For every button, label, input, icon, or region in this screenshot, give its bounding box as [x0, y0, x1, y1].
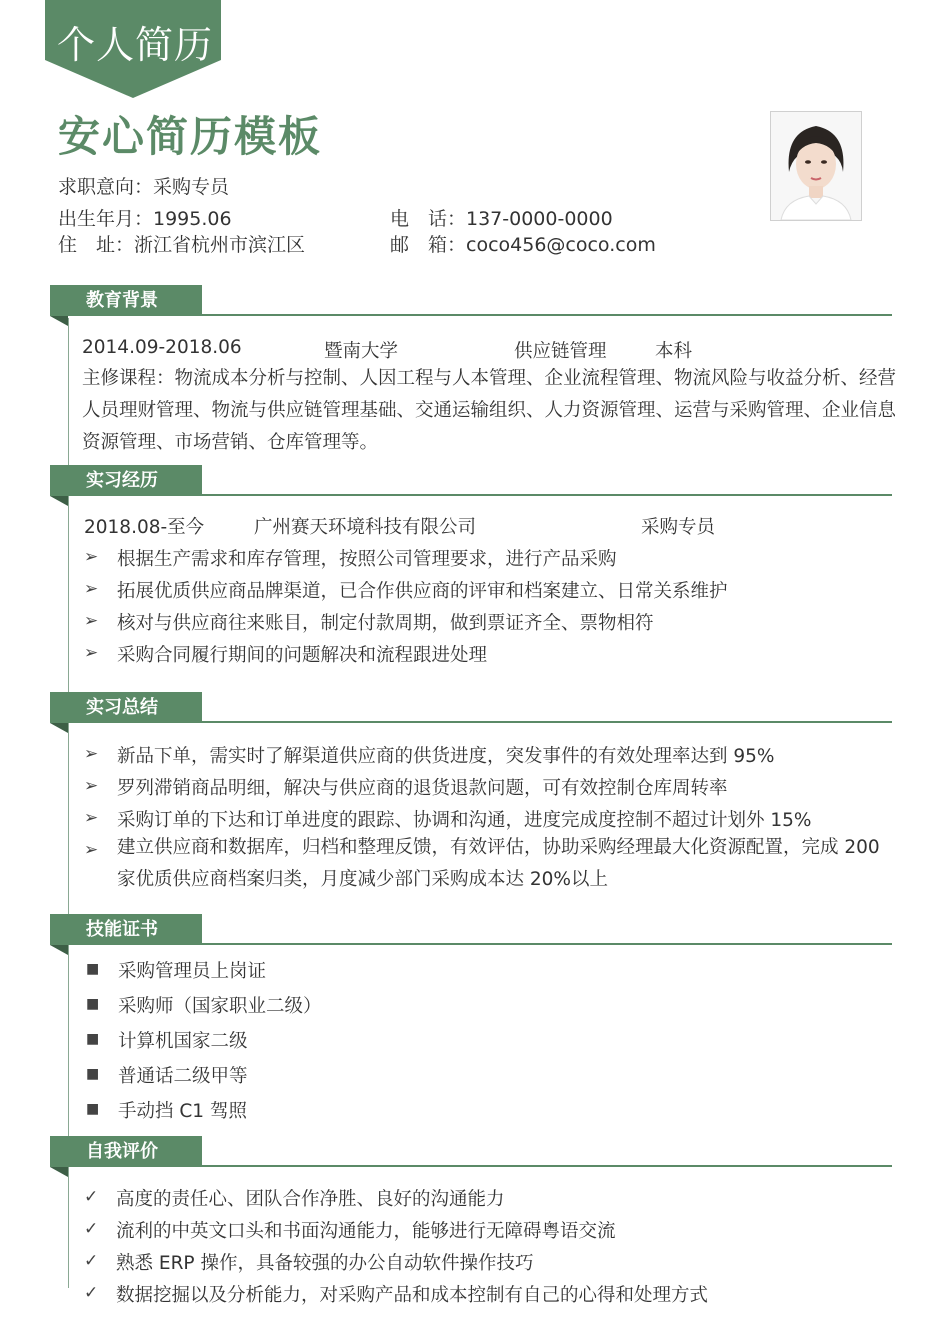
self-evaluation-item: 熟悉 ERP 操作，具备较强的办公自动软件操作技巧 [116, 1253, 534, 1274]
summary-item: 采购订单的下达和订单进度的跟踪、协调和沟通，进度完成度控制不超过计划外 15% [117, 810, 812, 831]
arrow-bullet-icon: ➢ [84, 840, 99, 860]
section-rule [202, 1165, 892, 1167]
education-period: 2014.09-2018.06 [82, 337, 242, 358]
education-title: 教育背景 [50, 285, 202, 316]
section-rule [202, 721, 892, 723]
self-evaluation-title: 自我评价 [50, 1136, 202, 1167]
section-education [50, 285, 892, 321]
skill-item: 采购管理员上岗证 [118, 961, 267, 982]
skill-item: 手动挡 C1 驾照 [118, 1101, 247, 1122]
arrow-bullet-icon: ➢ [84, 547, 99, 567]
education-degree: 本科 [655, 341, 693, 362]
section-rule [202, 314, 892, 316]
section-skills [50, 914, 892, 950]
tab-fold [50, 496, 68, 506]
arrow-bullet-icon: ➢ [84, 808, 99, 828]
skill-item: 普通话二级甲等 [118, 1066, 248, 1087]
tab-fold [50, 1167, 68, 1177]
avatar-icon [771, 112, 861, 220]
banner-title: 个人简历 [57, 23, 214, 67]
section-rule [202, 943, 892, 945]
skills-title: 技能证书 [50, 914, 202, 945]
summary-title: 实习总结 [50, 692, 202, 723]
arrow-bullet-icon: ➢ [84, 776, 99, 796]
phone: 电 话：137-0000-0000 [390, 208, 613, 230]
section-self-evaluation [50, 1136, 892, 1172]
address: 住 址：浙江省杭州市滨江区 [58, 234, 306, 256]
check-bullet-icon: ✓ [84, 1251, 99, 1271]
summary-item: 罗列滞销商品明细，解决与供应商的退货退款问题，可有效控制仓库周转率 [117, 778, 728, 799]
arrow-bullet-icon: ➢ [84, 744, 99, 764]
education-school: 暨南大学 [324, 341, 399, 362]
skill-item: 采购师（国家职业二级） [118, 996, 322, 1017]
tab-fold [50, 723, 68, 733]
email: 邮 箱：coco456@coco.com [390, 234, 656, 256]
check-bullet-icon: ✓ [84, 1187, 99, 1207]
candidate-name: 安心简历模板 [58, 112, 323, 161]
internship-title: 实习经历 [50, 465, 202, 496]
self-evaluation-item: 数据挖掘以及分析能力，对采购产品和成本控制有自己的心得和处理方式 [116, 1285, 709, 1306]
square-bullet-icon: ■ [86, 1101, 100, 1117]
internship-item: 拓展优质供应商品牌渠道，已合作供应商的评审和档案建立、日常关系维护 [117, 581, 728, 602]
internship-period: 2018.08-至今 [84, 517, 205, 538]
self-evaluation-item: 流利的中英文口头和书面沟通能力，能够进行无障碍粤语交流 [116, 1221, 616, 1242]
arrow-bullet-icon: ➢ [84, 643, 99, 663]
section-rule [202, 494, 892, 496]
skill-item: 计算机国家二级 [118, 1031, 248, 1052]
arrow-bullet-icon: ➢ [84, 579, 99, 599]
education-courses: 主修课程：物流成本分析与控制、人因工程与人本管理、企业流程管理、物流风险与收益分析、经营人员理财管理、物流与供应链管理基础、交通运输组织、人力资源管理、运营与采购管理、企业信息资源管理、市场营销、仓库管理等。 [82, 368, 897, 453]
square-bullet-icon: ■ [86, 996, 100, 1012]
profile-photo [770, 111, 862, 221]
summary-item: 新品下单，需实时了解渠道供应商的供货进度，突发事件的有效处理率达到 95% [117, 746, 775, 767]
section-summary [50, 692, 892, 728]
summary-item: 建立供应商和数据库，归档和整理反馈，有效评估，协助采购经理最大化资源配置，完成 200 家优质供应商档案归类，月度减少部门采购成本达 20%以上 [117, 837, 880, 890]
tab-fold [50, 316, 68, 326]
self-evaluation-item: 高度的责任心、团队合作净胜、良好的沟通能力 [116, 1189, 505, 1210]
birth-date: 出生年月：1995.06 [58, 208, 232, 230]
education-major: 供应链管理 [514, 341, 607, 362]
internship-item: 核对与供应商往来账目，制定付款周期，做到票证齐全、票物相符 [117, 613, 654, 634]
internship-item: 根据生产需求和库存管理，按照公司管理要求，进行产品采购 [117, 549, 617, 570]
internship-item: 采购合同履行期间的问题解决和流程跟进处理 [117, 645, 488, 666]
square-bullet-icon: ■ [86, 961, 100, 977]
section-internship [50, 465, 892, 501]
internship-role: 采购专员 [641, 517, 716, 538]
internship-company: 广州赛天环境科技有限公司 [254, 517, 477, 538]
arrow-bullet-icon: ➢ [84, 611, 99, 631]
check-bullet-icon: ✓ [84, 1219, 99, 1239]
check-bullet-icon: ✓ [84, 1283, 99, 1303]
resume-banner [45, 0, 221, 98]
job-intent: 求职意向：采购专员 [58, 176, 230, 198]
square-bullet-icon: ■ [86, 1066, 100, 1082]
square-bullet-icon: ■ [86, 1031, 100, 1047]
tab-fold [50, 945, 68, 955]
